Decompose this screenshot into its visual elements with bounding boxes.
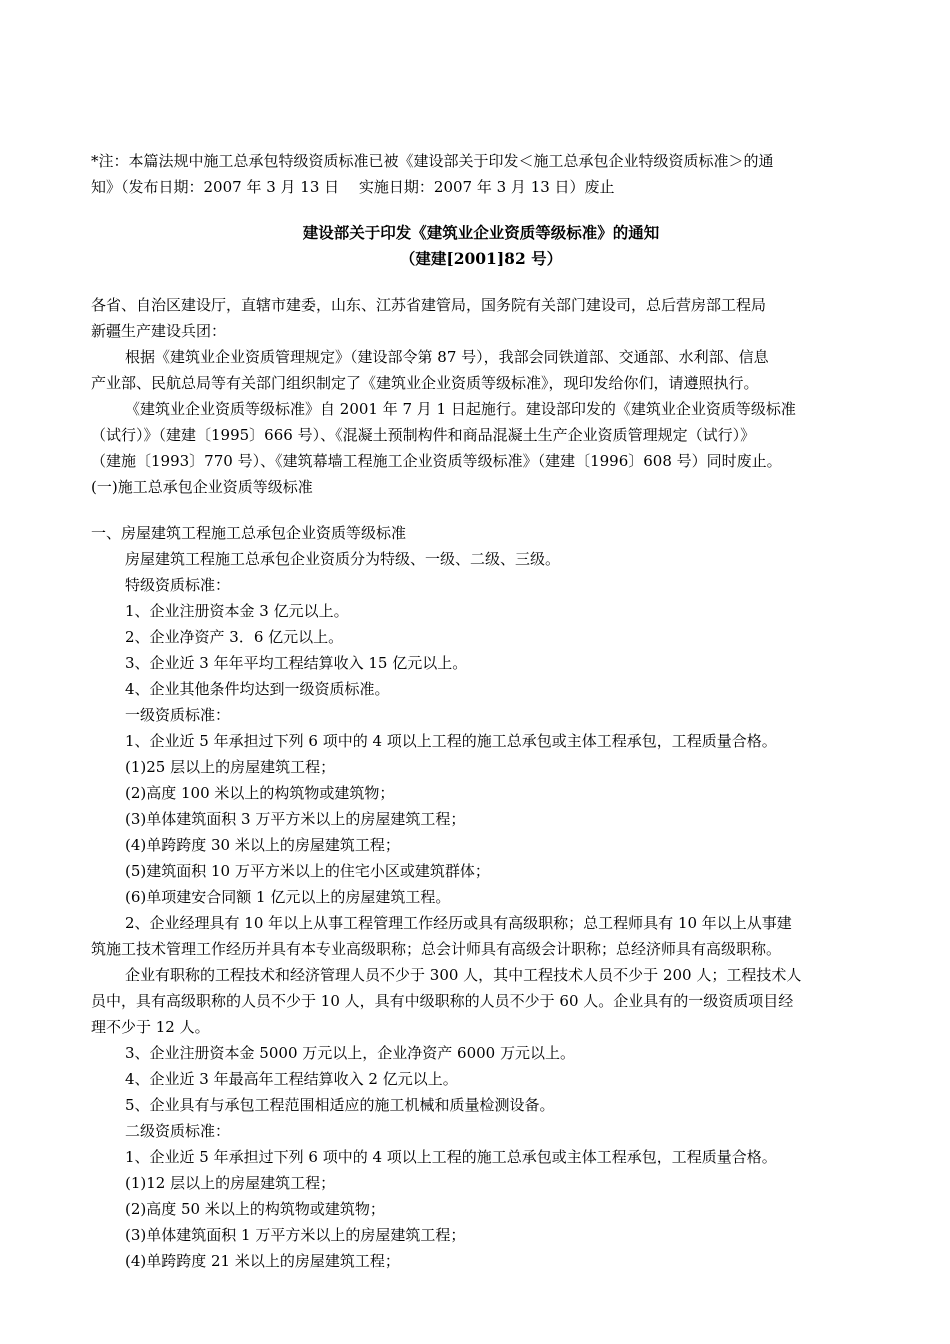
special-item: 2、企业净资产 3．6 亿元以上。	[125, 628, 344, 646]
grade1-subitem: (4)单跨跨度 30 米以上的房屋建筑工程；	[125, 836, 400, 854]
grade1-item2-line-1: 2、企业经理具有 10 年以上从事工程管理工作经历或具有高级职称；总工程师具有 10 年以上从事建	[125, 914, 792, 932]
para2-line-3: （建施〔1993〕770 号）、《建筑幕墙工程施工企业资质等级标准》（建建〔1996〕608 号）同时废止。	[91, 452, 782, 470]
special-heading: 特级资质标准：	[125, 576, 231, 594]
grade1-item1: 1、企业近 5 年承担过下列 6 项中的 4 项以上工程的施工总承包或主体工程承包，工程质量合格。	[125, 732, 777, 750]
special-item: 1、企业注册资本金 3 亿元以上。	[125, 602, 349, 620]
para2-line-1: 《建筑业企业资质等级标准》自 2001 年 7 月 1 日起施行。建设部印发的《建筑业企业资质等级标准	[125, 400, 796, 418]
para1-line-2: 产业部、民航总局等有关部门组织制定了《建筑业企业资质等级标准》，现印发给你们，请遵照执行。	[91, 374, 759, 392]
grade1-subitem: (6)单项建安合同额 1 亿元以上的房屋建筑工程。	[125, 888, 451, 906]
grade1-item4: 4、企业近 3 年最高年工程结算收入 2 亿元以上。	[125, 1070, 458, 1088]
grade2-item1: 1、企业近 5 年承担过下列 6 项中的 4 项以上工程的施工总承包或主体工程承包，工程质量合格。	[125, 1148, 777, 1166]
grade2-heading: 二级资质标准：	[125, 1122, 231, 1140]
para2-line-2: （试行）》（建建〔1995〕666 号）、《混凝土预制构件和商品混凝土生产企业资质管理规定（试行）》	[91, 426, 756, 444]
grade2-subitem: (2)高度 50 米以上的构筑物或建筑物；	[125, 1200, 385, 1218]
addressee-line-1: 各省、自治区建设厅，直辖市建委，山东、江苏省建管局，国务院有关部门建设司，总后营房部工程局	[91, 296, 767, 314]
grade1-subitem: (3)单体建筑面积 3 万平方米以上的房屋建筑工程；	[125, 810, 466, 828]
document-number: （建建[2001]82 号）	[399, 249, 563, 268]
note-line-1: *注：本篇法规中施工总承包特级资质标准已被《建设部关于印发＜施工总承包企业特级资质标准＞的通	[91, 152, 774, 170]
section-one-heading: 一、房屋建筑工程施工总承包企业资质等级标准	[91, 524, 407, 542]
grade1-item2-line-2: 筑施工技术管理工作经历并具有本专业高级职称；总会计师具有高级会计职称；总经济师具有高级职称。	[91, 940, 782, 958]
grade1-item2b-line-2: 员中，具有高级职称的人员不少于 10 人，具有中级职称的人员不少于 60 人。企业具有的一级资质项目经	[91, 992, 794, 1010]
grade1-item2b-line-1: 企业有职称的工程技术和经济管理人员不少于 300 人，其中工程技术人员不少于 200 人；工程技术人	[125, 966, 802, 984]
para1-line-1: 根据《建筑业企业资质管理规定》（建设部令第 87 号），我部会同铁道部、交通部、水利部、信息	[125, 348, 769, 366]
grade1-subitem: (2)高度 100 米以上的构筑物或建筑物；	[125, 784, 395, 802]
grade2-subitem: (3)单体建筑面积 1 万平方米以上的房屋建筑工程；	[125, 1226, 466, 1244]
intro-text: 房屋建筑工程施工总承包企业资质分为特级、一级、二级、三级。	[125, 550, 561, 568]
grade1-item5: 5、企业具有与承包工程范围相适应的施工机械和质量检测设备。	[125, 1096, 555, 1114]
grade1-item2b-line-3: 理不少于 12 人。	[91, 1018, 210, 1036]
grade1-subitem: (5)建筑面积 10 万平方米以上的住宅小区或建筑群体；	[125, 862, 490, 880]
addressee-line-2: 新疆生产建设兵团：	[91, 322, 227, 340]
special-item: 4、企业其他条件均达到一级资质标准。	[125, 680, 390, 698]
document-title: 建设部关于印发《建筑业企业资质等级标准》的通知	[302, 223, 660, 242]
document-page	[91, 148, 871, 1274]
grade1-item3: 3、企业注册资本金 5000 万元以上，企业净资产 6000 万元以上。	[125, 1044, 575, 1062]
grade2-subitem: (1)12 层以上的房屋建筑工程；	[125, 1174, 336, 1192]
grade1-subitem: (1)25 层以上的房屋建筑工程；	[125, 758, 336, 776]
note-line-2: 知》（发布日期：2007 年 3 月 13 日 实施日期：2007 年 3 月 13 日）废止	[91, 178, 615, 196]
section-a-heading: (一)施工总承包企业资质等级标准	[91, 478, 313, 496]
grade1-heading: 一级资质标准：	[125, 706, 231, 724]
special-item: 3、企业近 3 年年平均工程结算收入 15 亿元以上。	[125, 654, 468, 672]
grade2-subitem: (4)单跨跨度 21 米以上的房屋建筑工程；	[125, 1252, 400, 1270]
